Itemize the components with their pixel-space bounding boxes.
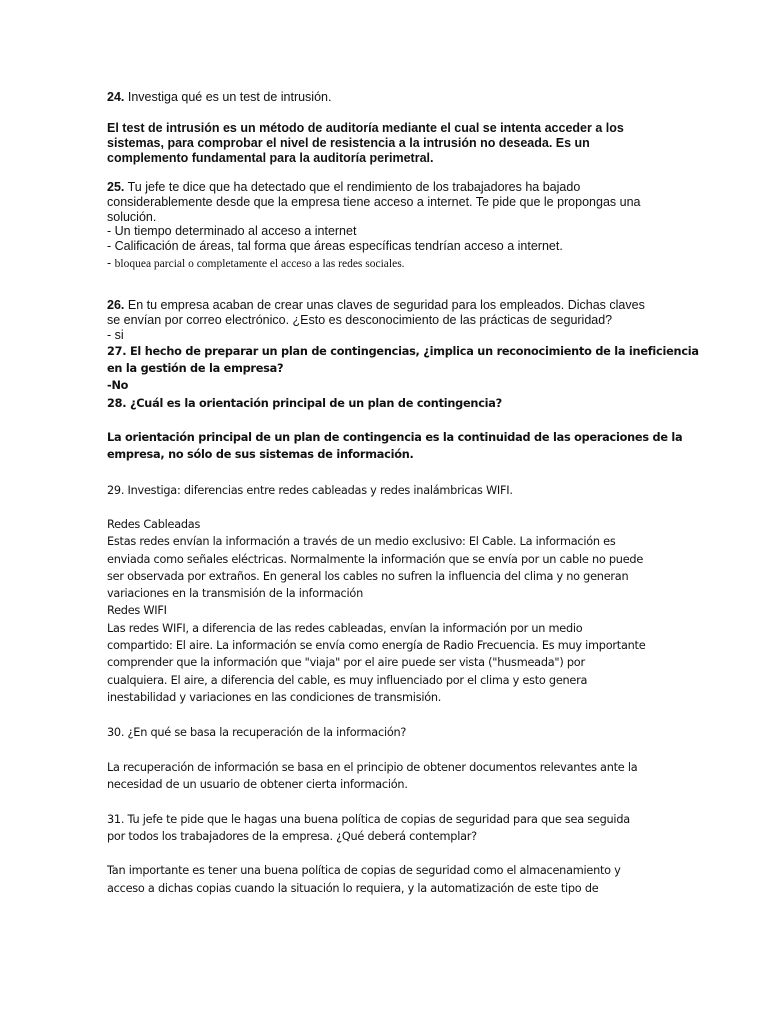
answer-30-line-2: necesidad de un usuario de obtener cierta información.	[107, 778, 408, 791]
answer-26: - si	[107, 328, 124, 342]
answer-30-line-1: La recuperación de información se basa en el principio de obtener documentos relevantes ante la	[107, 761, 638, 774]
para-cableadas-line-3: ser observada por extraños. En general los cables no sufren la influencia del clima y no generan	[107, 570, 629, 583]
para-wifi-line-1: Las redes WIFI, a diferencia de las redes cableadas, envían la información por un medio	[107, 622, 583, 635]
question-25-line-2: considerablemente desde que la empresa tiene acceso a internet. Te pide que le propongas una	[107, 195, 641, 209]
question-text: Investiga qué es un test de intrusión.	[124, 90, 332, 104]
answer-28-line-1: La orientación principal de un plan de contingencia es la continuidad de las operaciones de la	[107, 431, 683, 444]
bullet-text: bloquea parcial o completamente el acceso a las redes sociales.	[114, 258, 405, 270]
answer-31-line-1: Tan importante es tener una buena política de copias de seguridad como el almacenamiento y	[107, 864, 621, 877]
answer-24-line-3: complemento fundamental para la auditoría perimetral.	[107, 151, 434, 165]
question-27-line-2: en la gestión de la empresa?	[107, 362, 284, 375]
question-26	[107, 298, 645, 312]
question-number: 25.	[107, 180, 125, 194]
question-27-line-1: 27. El hecho de preparar un plan de contingencias, ¿implica un reconocimiento de la ineficiencia	[107, 345, 699, 358]
para-wifi-line-2: compartido: El aire. La información se envía como energía de Radio Frecuencia. Es muy importante	[107, 639, 646, 652]
answer-25-item-1: - Un tiempo determinado al acceso a internet	[107, 224, 357, 238]
question-29: 29. Investiga: diferencias entre redes cableadas y redes inalámbricas WIFI.	[107, 484, 513, 497]
para-cableadas-line-4: variaciones en la transmisión de la información	[107, 587, 363, 600]
question-text: En tu empresa acaban de crear unas claves de seguridad para los empleados. Dichas claves	[124, 298, 645, 312]
question-30: 30. ¿En qué se basa la recuperación de la información?	[107, 726, 407, 739]
heading-redes-cableadas: Redes Cableadas	[107, 518, 201, 531]
question-31-line-2: por todos los trabajadores de la empresa. ¿Qué deberá contemplar?	[107, 830, 477, 843]
question-25-line-3: solución.	[107, 210, 157, 224]
question-number: 26.	[107, 298, 125, 312]
answer-24-line-2: sistemas, para comprobar el nivel de resistencia a la intrusión no deseada. Es un	[107, 136, 590, 150]
para-wifi-line-4: cualquiera. El aire, a diferencia del cable, es muy influenciado por el clima y esto genera	[107, 674, 588, 687]
question-31-line-1: 31. Tu jefe te pide que le hagas una buena política de copias de seguridad para que sea seguida	[107, 813, 630, 826]
bullet-dash: -	[107, 256, 115, 270]
para-cableadas-line-2: enviada como señales eléctricas. Normalmente la información que se envía por un cable no puede	[107, 553, 644, 566]
heading-redes-wifi: Redes WIFI	[107, 604, 167, 617]
para-wifi-line-3: comprender que la información que "viaja" por el aire puede ser vista ("husmeada") por	[107, 656, 585, 669]
question-26-line-2: se envían por correo electrónico. ¿Esto es desconocimiento de las prácticas de seguridad?	[107, 313, 613, 327]
para-wifi-line-5: inestabilidad y variaciones en las condiciones de transmisión.	[107, 691, 442, 704]
question-28: 28. ¿Cuál es la orientación principal de un plan de contingencia?	[107, 397, 502, 410]
question-text: Tu jefe te dice que ha detectado que el rendimiento de los trabajadores ha bajado	[124, 180, 581, 194]
answer-31-line-2: acceso a dichas copias cuando la situación lo requiera, y la automatización de este tipo de	[107, 882, 599, 895]
answer-28-line-2: empresa, no sólo de sus sistemas de información.	[107, 448, 414, 461]
answer-25-item-2: - Calificación de áreas, tal forma que áreas específicas tendrían acceso a internet.	[107, 239, 563, 253]
answer-27: -No	[107, 379, 129, 392]
question-25	[107, 180, 580, 194]
question-number: 24.	[107, 90, 125, 104]
question-24	[107, 90, 331, 104]
para-cableadas-line-1: Estas redes envían la información a través de un medio exclusivo: El Cable. La información es	[107, 535, 616, 548]
answer-25-item-3	[107, 254, 405, 272]
answer-24-line-1: El test de intrusión es un método de auditoría mediante el cual se intenta acceder a los	[107, 121, 624, 135]
